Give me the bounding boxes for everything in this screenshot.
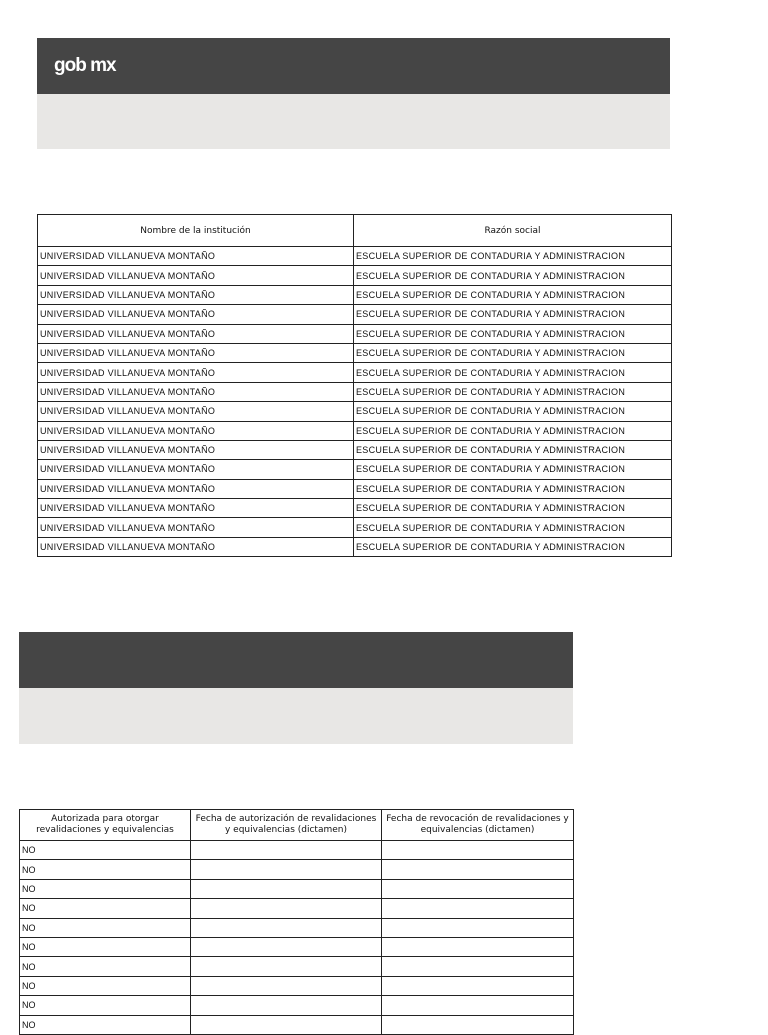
- table-row: [38, 343, 672, 362]
- razon-social-cell: ESCUELA SUPERIOR DE CONTADURIA Y ADMINISTRACION: [354, 402, 672, 421]
- authorization-date-cell: [191, 996, 382, 1015]
- razon-social-cell: ESCUELA SUPERIOR DE CONTADURIA Y ADMINISTRACION: [354, 363, 672, 382]
- institution-name-cell: UNIVERSIDAD VILLANUEVA MONTAÑO: [38, 324, 354, 343]
- table-row: [20, 918, 574, 937]
- column-header-authorized: Autorizada para otorgar revalidaciones y equivalencias: [20, 810, 191, 841]
- authorization-table: [19, 809, 574, 1035]
- authorized-cell: NO: [20, 860, 191, 879]
- authorized-cell: NO: [20, 976, 191, 995]
- column-header-authorization-date: Fecha de autorización de revalidaciones y equivalencias (dictamen): [191, 810, 382, 841]
- authorized-cell: NO: [20, 957, 191, 976]
- table-row: [38, 537, 672, 556]
- razon-social-cell: ESCUELA SUPERIOR DE CONTADURIA Y ADMINISTRACION: [354, 499, 672, 518]
- column-header-institution: Nombre de la institución: [38, 215, 354, 247]
- column-header-revocation-date: Fecha de revocación de revalidaciones y equivalencias (dictamen): [382, 810, 574, 841]
- authorization-date-cell: [191, 937, 382, 956]
- authorization-date-cell: [191, 879, 382, 898]
- institution-name-cell: UNIVERSIDAD VILLANUEVA MONTAÑO: [38, 537, 354, 556]
- revocation-date-cell: [382, 937, 574, 956]
- table-row: [38, 499, 672, 518]
- table-row: [20, 899, 574, 918]
- razon-social-cell: ESCUELA SUPERIOR DE CONTADURIA Y ADMINISTRACION: [354, 247, 672, 266]
- table-row: [20, 860, 574, 879]
- institutions-table: [37, 214, 672, 557]
- institution-name-cell: UNIVERSIDAD VILLANUEVA MONTAÑO: [38, 382, 354, 401]
- table-row: [20, 957, 574, 976]
- gobmx-logo: gob mx: [54, 55, 116, 76]
- table-row: [38, 305, 672, 324]
- institution-name-cell: UNIVERSIDAD VILLANUEVA MONTAÑO: [38, 460, 354, 479]
- section-header-subbar: [19, 688, 573, 744]
- institution-name-cell: UNIVERSIDAD VILLANUEVA MONTAÑO: [38, 363, 354, 382]
- revocation-date-cell: [382, 918, 574, 937]
- razon-social-cell: ESCUELA SUPERIOR DE CONTADURIA Y ADMINISTRACION: [354, 324, 672, 343]
- header-bar: [37, 38, 670, 94]
- revocation-date-cell: [382, 957, 574, 976]
- table-row: [38, 266, 672, 285]
- razon-social-cell: ESCUELA SUPERIOR DE CONTADURIA Y ADMINISTRACION: [354, 421, 672, 440]
- revocation-date-cell: [382, 996, 574, 1015]
- table-row: [20, 976, 574, 995]
- institution-name-cell: UNIVERSIDAD VILLANUEVA MONTAÑO: [38, 247, 354, 266]
- table-row: [20, 937, 574, 956]
- table-row: [20, 879, 574, 898]
- table-row: [38, 518, 672, 537]
- table-row: [38, 479, 672, 498]
- revocation-date-cell: [382, 1015, 574, 1034]
- section-header-bar: [19, 632, 573, 688]
- razon-social-cell: ESCUELA SUPERIOR DE CONTADURIA Y ADMINISTRACION: [354, 518, 672, 537]
- table-row: [38, 363, 672, 382]
- institution-name-cell: UNIVERSIDAD VILLANUEVA MONTAÑO: [38, 343, 354, 362]
- table-row: [38, 247, 672, 266]
- table-row: [20, 996, 574, 1015]
- revocation-date-cell: [382, 976, 574, 995]
- razon-social-cell: ESCUELA SUPERIOR DE CONTADURIA Y ADMINISTRACION: [354, 382, 672, 401]
- page-header: [37, 38, 670, 149]
- razon-social-cell: ESCUELA SUPERIOR DE CONTADURIA Y ADMINISTRACION: [354, 285, 672, 304]
- revocation-date-cell: [382, 841, 574, 860]
- column-header-razon-social: Razón social: [354, 215, 672, 247]
- razon-social-cell: ESCUELA SUPERIOR DE CONTADURIA Y ADMINISTRACION: [354, 266, 672, 285]
- table-row: [38, 402, 672, 421]
- authorized-cell: NO: [20, 899, 191, 918]
- institution-name-cell: UNIVERSIDAD VILLANUEVA MONTAÑO: [38, 402, 354, 421]
- table-header-row: [20, 810, 574, 841]
- authorized-cell: NO: [20, 1015, 191, 1034]
- table-row: [38, 421, 672, 440]
- institution-name-cell: UNIVERSIDAD VILLANUEVA MONTAÑO: [38, 479, 354, 498]
- authorization-date-cell: [191, 918, 382, 937]
- authorization-date-cell: [191, 976, 382, 995]
- authorization-date-cell: [191, 860, 382, 879]
- razon-social-cell: ESCUELA SUPERIOR DE CONTADURIA Y ADMINISTRACION: [354, 343, 672, 362]
- authorized-cell: NO: [20, 841, 191, 860]
- razon-social-cell: ESCUELA SUPERIOR DE CONTADURIA Y ADMINISTRACION: [354, 537, 672, 556]
- authorization-date-cell: [191, 1015, 382, 1034]
- section-header: [19, 632, 573, 744]
- razon-social-cell: ESCUELA SUPERIOR DE CONTADURIA Y ADMINISTRACION: [354, 460, 672, 479]
- table-row: [38, 382, 672, 401]
- table-row: [20, 1015, 574, 1034]
- authorization-date-cell: [191, 957, 382, 976]
- institution-name-cell: UNIVERSIDAD VILLANUEVA MONTAÑO: [38, 266, 354, 285]
- revocation-date-cell: [382, 899, 574, 918]
- institution-name-cell: UNIVERSIDAD VILLANUEVA MONTAÑO: [38, 440, 354, 459]
- razon-social-cell: ESCUELA SUPERIOR DE CONTADURIA Y ADMINISTRACION: [354, 440, 672, 459]
- institution-name-cell: UNIVERSIDAD VILLANUEVA MONTAÑO: [38, 518, 354, 537]
- razon-social-cell: ESCUELA SUPERIOR DE CONTADURIA Y ADMINISTRACION: [354, 305, 672, 324]
- institution-name-cell: UNIVERSIDAD VILLANUEVA MONTAÑO: [38, 305, 354, 324]
- revocation-date-cell: [382, 879, 574, 898]
- authorized-cell: NO: [20, 996, 191, 1015]
- authorization-date-cell: [191, 841, 382, 860]
- table-header-row: [38, 215, 672, 247]
- table-row: [20, 841, 574, 860]
- table-row: [38, 285, 672, 304]
- table-row: [38, 440, 672, 459]
- authorized-cell: NO: [20, 879, 191, 898]
- institution-name-cell: UNIVERSIDAD VILLANUEVA MONTAÑO: [38, 421, 354, 440]
- table-row: [38, 460, 672, 479]
- authorization-date-cell: [191, 899, 382, 918]
- authorized-cell: NO: [20, 918, 191, 937]
- razon-social-cell: ESCUELA SUPERIOR DE CONTADURIA Y ADMINISTRACION: [354, 479, 672, 498]
- table-row: [38, 324, 672, 343]
- institution-name-cell: UNIVERSIDAD VILLANUEVA MONTAÑO: [38, 499, 354, 518]
- revocation-date-cell: [382, 860, 574, 879]
- authorized-cell: NO: [20, 937, 191, 956]
- institution-name-cell: UNIVERSIDAD VILLANUEVA MONTAÑO: [38, 285, 354, 304]
- header-subbar: [37, 94, 670, 149]
